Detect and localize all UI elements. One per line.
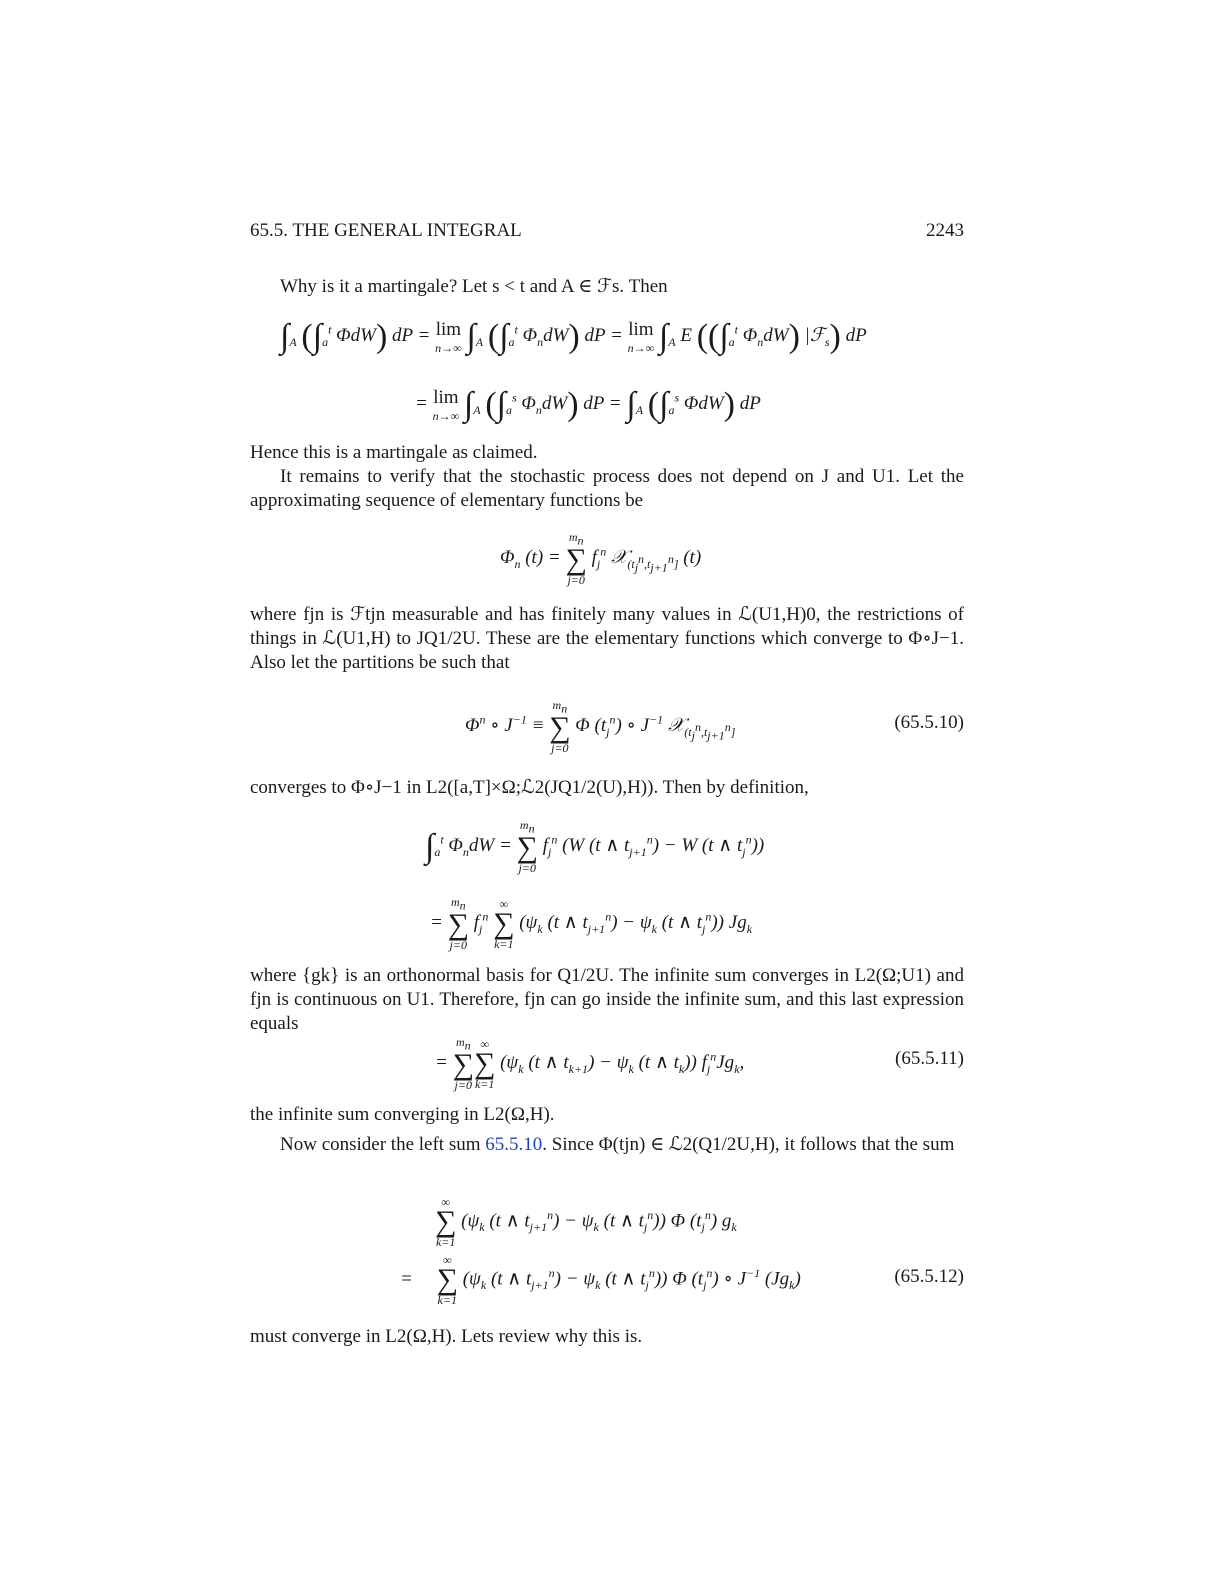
- equation-link-65-5-10[interactable]: 65.5.10: [485, 1134, 543, 1155]
- section-title: 65.5. THE GENERAL INTEGRAL: [250, 220, 522, 241]
- left-sum-text-start: Now consider the left sum: [280, 1134, 486, 1155]
- paragraph-approximating-sequence: It remains to verify that the stochastic process does not depend on J and U1. Let the approximating sequence of elementary functions be: [250, 466, 964, 511]
- equation-martingale-line1: $\int_A$ ($\int_a^t$ ΦdW) dP = lim n→∞ $\int_A$ ($\int_a^t$ $\Phi_ndW$) dP = lim n→∞ $\int_A$ E (($\int_a^t$ $\Phi_ndW$) |ℱ$_s$) dP: [280, 318, 867, 355]
- equation-integral-expansion: = $m_n$ ∑ j=0 $f_j^n$ ∞ ∑ k=1 ($\psi_k$ (t ∧ $t_{j+1}^n) - \psi_k$ (t ∧ $t_j^n$)) $Jg_k$: [430, 895, 753, 953]
- equation-sum-line1: ∞ ∑ k=1 ($\psi_k$ (t ∧ $t_{j+1}^n) - \psi_k$ (t ∧ $t_j^n$)) Φ $(t_j^n)$ $g_k$: [435, 1195, 737, 1249]
- equation-number-10: (65.5.10): [894, 712, 964, 733]
- equation-number-12: (65.5.12): [894, 1266, 964, 1287]
- page-number: 2243: [926, 220, 964, 241]
- equation-martingale-line2: = lim n→∞ $\int_A$ ($\int_a^s$ $\Phi_ndW$) dP = $\int_A$ ($\int_a^s$ ΦdW) dP: [415, 386, 761, 423]
- left-sum-text-end: . Since Φ(tjn) ∈ ℒ2(Q1/2U,H), it follows that the sum: [542, 1134, 955, 1155]
- equation-65-5-10: $\Phi^n$ ∘ $J^{-1}$ ≡ $m_n$ ∑ j=0 Φ $(t_j^n)$ ∘ $J^{-1}$ 𝒳$_{(t_j^n,t_{j+1}^n]}$: [465, 698, 736, 756]
- equation-65-5-11: = $m_n$ ∑ j=0 ∞ ∑ k=1 ($\psi_k$ (t ∧ $t_{k+1}) - \psi_k$ (t ∧ $t_k$)) $f_j^nJg_k$,: [435, 1035, 745, 1093]
- equation-elementary-function: $\Phi_n$ (t) = $m_n$ ∑ j=0 $f_j^n$ 𝒳$_{(t_j^n,t_{j+1}^n]}$ (t): [500, 530, 702, 588]
- paragraph-martingale-question: Why is it a martingale? Let s < t and A ∈ ℱs. Then: [280, 276, 668, 297]
- paragraph-review: must converge in L2(Ω,H). Lets review why this is.: [250, 1326, 643, 1347]
- equation-65-5-12: = ∞ ∑ k=1 ($\psi_k$ (t ∧ $t_{j+1}^n) - \psi_k$ (t ∧ $t_j^n$)) Φ $(t_j^n)$ ∘ $J^{-1}$ $(Jg_k)$: [400, 1253, 801, 1307]
- paragraph-measurable: where fjn is ℱtjn measurable and has finitely many values in ℒ(U1,H)0, the restrictions of things in ℒ(U1,H) to JQ1/2U. These are the elementary functions which converge to Φ∘J−1. Also let the partitions be such that: [250, 604, 964, 673]
- paragraph-orthonormal-basis: where {gk} is an orthonormal basis for Q1/2U. The infinite sum converges in L2(Ω;U1) and fjn is continuous on U1. Therefore, fjn can go inside the infinite sum, and this last expression equals: [250, 965, 964, 1034]
- paragraph-martingale-claim: Hence this is a martingale as claimed.: [250, 442, 538, 463]
- equation-number-11: (65.5.11): [895, 1048, 964, 1069]
- equation-integral-definition: $\int_a^t$ $\Phi_ndW$ = $m_n$ ∑ j=0 $f_j^n$ (W (t ∧ $t_{j+1}^n) - W$ (t ∧ $t_j^n$)): [425, 818, 765, 876]
- paragraph-left-sum: [250, 1133, 964, 1157]
- paragraph-converges: converges to Φ∘J−1 in L2([a,T]×Ω;ℒ2(JQ1/2(U),H)). Then by definition,: [250, 777, 809, 798]
- paragraph-infinite-sum: the infinite sum converging in L2(Ω,H).: [250, 1104, 555, 1125]
